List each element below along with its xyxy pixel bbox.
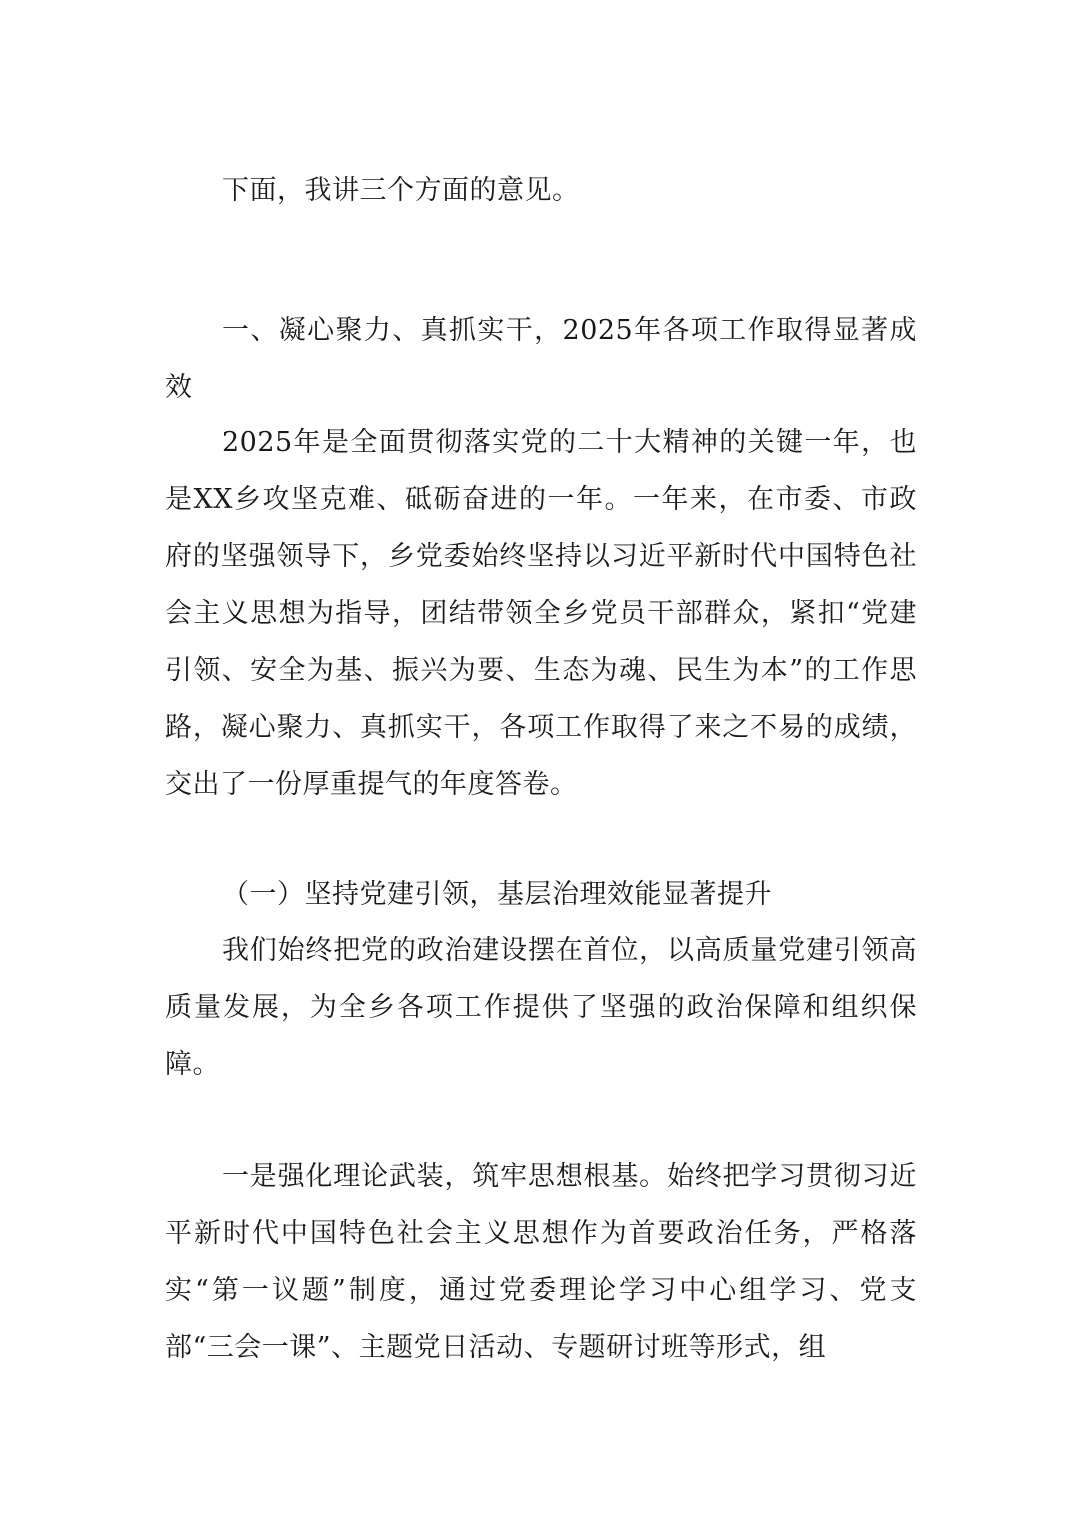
- subsection-heading: （一）坚持党建引领，基层治理效能显著提升: [222, 879, 772, 910]
- body-paragraph: 2025年是全面贯彻落实党的二十大精神的关键一年，也是XX乡攻坚克难、砥砺奋进的一年。一年来，在市委、市政府的坚强领导下，乡党委始终坚持以习近平新时代中国特色社会主义思想为指导，团结带领全乡党员干部群众，紧扣“党建引领、安全为基、振兴为要、生态为魂、民生为本”的工作思路，凝心聚力、真抓实干，各项工作取得了来之不易的成绩，交出了一份厚重提气的年度答卷。: [165, 427, 917, 800]
- section-heading: 一、凝心聚力、真抓实干，2025年各项工作取得显著成效: [165, 315, 917, 403]
- body-paragraph: 我们始终把党的政治建设摆在首位，以高质量党建引领高质量发展，为全乡各项工作提供了坚强的政治保障和组织保障。: [165, 935, 917, 1080]
- body-paragraph: 一是强化理论武装，筑牢思想根基。始终把学习贯彻习近平新时代中国特色社会主义思想作为首要政治任务，严格落实“第一议题”制度，通过党委理论学习中心组学习、党支部“三会一课”、主题党日活动、专题研讨班等形式，组: [165, 1161, 917, 1363]
- intro-paragraph: 下面，我讲三个方面的意见。: [222, 175, 580, 206]
